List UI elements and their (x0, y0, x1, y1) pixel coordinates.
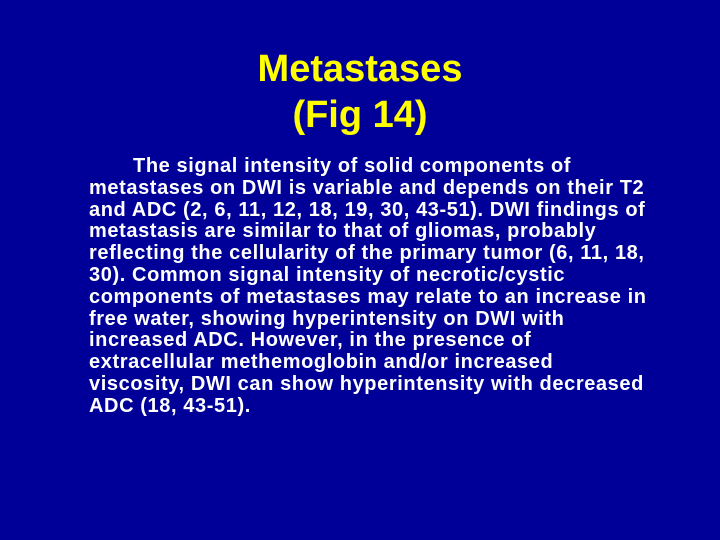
slide-body-text: The signal intensity of solid components of metastases on DWI is variable and depends on their T2 and ADC (2, 6, 11, 12, 18, 19, 30, 43-51). DWI findings of metastasis are similar to that of gliomas, probably reflecting the cellularity of the primary tumor (6, 11, 18, 30). Common signal intensity of necrotic/cystic components of metastases may relate to an increase in free water, showing hyperintensity on DWI with increased ADC. However, in the presence of extracellular methemoglobin and/or increased viscosity, DWI can show hyperintensity with decreased ADC (18, 43-51). (89, 155, 647, 417)
slide-title-line-1: Metastases (257, 48, 463, 90)
slide-title (0, 46, 720, 138)
slide-title-line-2: (Fig 14) (292, 94, 428, 136)
